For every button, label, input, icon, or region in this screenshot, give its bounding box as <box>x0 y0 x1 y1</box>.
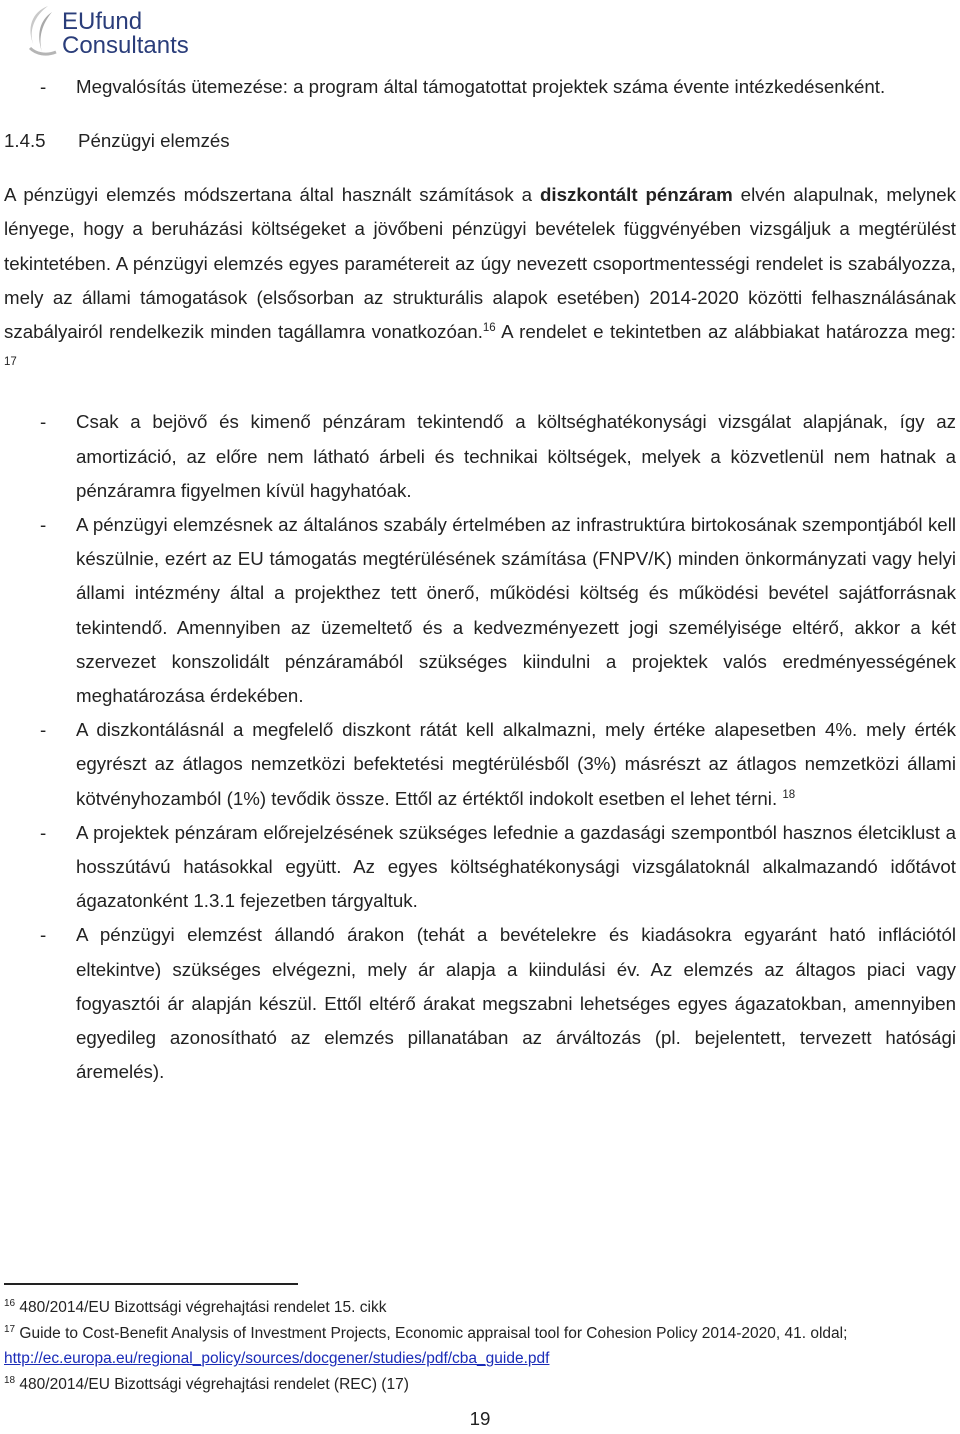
footnote-divider <box>4 1283 298 1285</box>
footnotes <box>4 1295 956 1397</box>
logo <box>18 2 218 62</box>
list-item-text: A projektek pénzáram előrejelzésének szükséges lefednie a gazdasági szempontból hasznos életciklust a hosszútávú hatásokkal együtt. Az egyes költséghatékonysági vizsgálatoknál alkalmazandó időtávot ágazatonként 1.3.1 fejezetben tárgyaltuk. <box>76 821 956 912</box>
section-title: Pénzügyi elemzés <box>78 130 230 152</box>
footnote-16 <box>4 1295 956 1321</box>
logo-swirl-icon <box>18 2 62 60</box>
footnote-ref-18[interactable]: 18 <box>782 788 796 801</box>
list-item <box>0 918 960 1089</box>
intro-text-3: A rendelet e tekintetben az alábbiakat határozza meg: <box>495 321 956 343</box>
list-item <box>0 405 960 508</box>
page-content <box>0 70 960 1089</box>
footnote-number: 18 <box>4 1374 16 1386</box>
footnote-ref-16[interactable]: 16 <box>482 322 496 335</box>
footnote-text: Guide to Cost-Benefit Analysis of Investment Projects, Economic appraisal tool for Cohesion Policy 2014-2020, 41. oldal; <box>15 1324 848 1342</box>
list-dash: - <box>40 821 47 843</box>
intro-text-1: A pénzügyi elemzés módszertana által használt számítások a <box>4 184 540 206</box>
list-dash: - <box>40 514 47 536</box>
list-item-text: Megvalósítás ütemezése: a program által támogatottat projektek száma évente intézkedésenként. <box>76 76 886 97</box>
logo-text-line2: Consultants <box>62 32 189 59</box>
list-dash: - <box>40 76 47 97</box>
list-item-text: A diszkontálásnál a megfelelő diszkont rátát kell alkalmazni, mely értéke alapesetben 4%. mely érték egyrészt az átlagos nemzetközi befektetési megtérülésből (3%) másrészt az átlagos nemzetközi állami kötvényhozamból (1%) tevődik össze. Ettől az értéktől indokolt esetben el lehet térni. <box>76 719 956 809</box>
list-item <box>0 70 960 104</box>
footnote-number: 17 <box>4 1323 16 1335</box>
section-heading <box>0 124 960 158</box>
list-dash: - <box>40 411 47 433</box>
intro-text-2: elvén alapulnak, melynek lényege, hogy a beruházási költségeket a jövőbeni pénzügyi bevételek függvényében vizsgáljuk a megtérülést tekintetében. A pénzügyi elemzés egyes paramétereit az úgy nevezett csoportmentességi rendelet is szabályozza, mely az állami támogatások (elsősorban az strukturális alapok esetében) 2014-2020 közötti felhasználásának szabályairól rendelkezik minden tagállamra vonatkozóan. <box>4 184 956 343</box>
intro-bold-term: diszkontált pénzáram <box>540 184 733 206</box>
list-item-text: Csak a bejövő és kimenő pénzáram tekintendő a költséghatékonysági vizsgálat alapjának, így az amortizáció, az előre nem látható árbeli és technikai költségek, melyek a közvetlenül nem hatnak a pénzáramra figyelmen kívül hagyhatóak. <box>76 411 956 501</box>
rules-list <box>0 405 960 1089</box>
footnote-link[interactable]: http://ec.europa.eu/regional_policy/sources/docgener/studies/pdf/cba_guide.pdf <box>4 1350 550 1368</box>
footnote-18 <box>4 1372 956 1398</box>
list-dash: - <box>40 719 47 741</box>
list-item <box>0 508 960 713</box>
footnote-ref-17[interactable]: 17 <box>4 356 17 369</box>
intro-paragraph <box>0 178 960 383</box>
logo-text-line1: EUfund <box>62 8 143 35</box>
page-number: 19 <box>469 1408 491 1429</box>
list-item-text: A pénzügyi elemzésnek az általános szabály értelmében az infrastruktúra birtokosának szempontjából kell készülnie, ezért az EU támogatás megtérülésének számítása (FNPV/K) minden önkormányzati vagy helyi állami intézmény által a projekthez tett önerő, működési költség és működési bevétel sajátforrásnak tekintendő. Amennyiben az üzemeltető és a kedvezményezett jogi személyisége eltérő, akkor a két szervezet konszolidált pénzáramából szükséges kiindulni a projektek valós eredményességének meghatározása érdekében. <box>76 514 956 707</box>
list-dash: - <box>40 924 47 946</box>
footnote-text: 480/2014/EU Bizottsági végrehajtási rendelet 15. cikk <box>15 1299 387 1316</box>
footnote-17 <box>4 1321 956 1372</box>
list-item <box>0 713 960 816</box>
section-number: 1.4.5 <box>4 130 46 152</box>
footnote-text: 480/2014/EU Bizottsági végrehajtási rendelet (REC) (17) <box>15 1375 409 1393</box>
list-item <box>0 816 960 919</box>
list-item-text: A pénzügyi elemzést állandó árakon (tehát a bevételekre és kiadásokra egyaránt ható inflációtól eltekintve) szükséges elvégezni, mely ár alapja a kiindulási év. Az elemzés az áltagos piaci vagy fogyasztói ár alapján készül. Ettől eltérő árakat megszabni lehetséges egyes ágazatokban, amennyiben egyedileg azonosítható az elemzés pillanatában az árváltozás (pl. bejelentett, tervezett hatósági áremelés). <box>76 924 956 1083</box>
footnote-number: 16 <box>4 1298 16 1309</box>
